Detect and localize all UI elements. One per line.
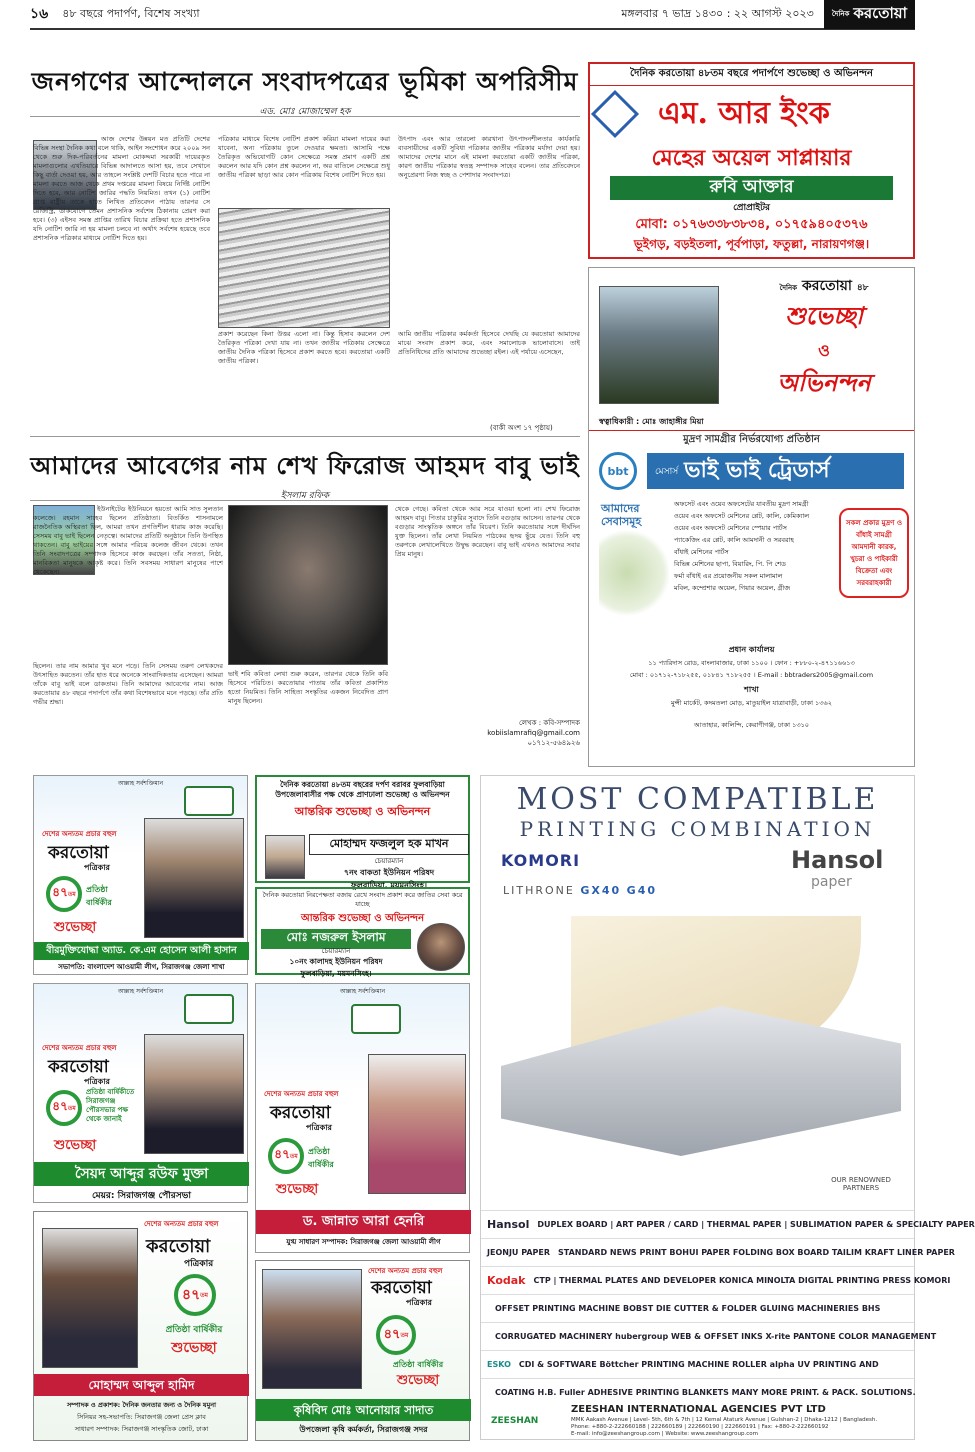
boat-logo-icon [184, 994, 234, 1024]
bhai-branch2: আতাহার, কালিন্দি, কেরাণীগঞ্জ, ঢাকা ১৩১০ [693, 721, 810, 729]
sadat-photo [262, 1269, 362, 1389]
partner-row: CORRUGATED MACHINERY hubergroup WEB & OFFSET INKS X-rite PANTONE COLOR MANAGEMENT [481, 1322, 914, 1350]
heneri-years: প্রতিষ্ঠা বার্ষিকীর [308, 1147, 334, 1169]
sadat-name: কৃষিবিদ মোঃ আনোয়ার সাদাত [256, 1399, 471, 1421]
hamid-title: সম্পাদক ও প্রকাশক: দৈনিক জনতার জন্য ও দৈনিক যমুনা [66, 1401, 216, 1409]
ad-zeeshan [480, 775, 975, 1440]
hansol-logo: Hansol paper [791, 846, 884, 890]
mukta-photo [144, 1034, 244, 1154]
article1-col2b: প্রকাশ করেছেন কিনা উত্তর এলো না। কিন্তু হিসাব করলেন দেশ তৈরিকৃত পত্রিকা দেখা যায় না। তখন জাতীয় পত্রিকায় সেক্ষেত্রে জাতীয় দৈনিক পত্রিকা হিসেবে প্রকাশ করতে হবে। করতোয়া একটি জাতীয় পত্রিকা। [218, 330, 390, 365]
makhon-union: ৭নং বাকতা ইউনিয়ন পরিষদ [343, 868, 435, 877]
heneri-wish: শুভেচ্ছা [276, 1182, 319, 1197]
sadat-badge: ৪৭ তম [376, 1315, 416, 1355]
article2-col1: ইউনাইটেড ইউনিয়নে হয়তো আমি সাত সুলতান কলেজে। রহমান সাহেব ছিলেন প্রতিষ্ঠাতা। বিতর্কিত শাসনামলে রাজনৈতিক অস্থিরতা ছিল, আমরা তখন প্রগতিশীল ধারায় কাজ করেছি। সেসময় বাবু ভাই ছিলেন নেতৃত্বে। আমাদের প্রতিটি অনুষ্ঠানে তিনি উপস্থিত থাকতেন। বাবু ভাইয়ের সঙ্গে আমার পরিচয় কলেজ জীবন থেকে। তখন তিনি সংবাদপত্রের সম্পাদক হিসেবে কাজ করছেন। তাঁর সততা, নিষ্ঠা, মানবিকতা মানুষকে আকৃষ্ট করে। তিনি সবসময় সাধারণ মানুষের পাশে থেকেছেন। [33, 505, 223, 576]
heneri-paper: করতোয়া [270, 1103, 331, 1123]
page-header [30, 0, 915, 30]
service-item: ফর্মা বাঁধাই এর প্রয়োজনীয় সকল মালামাল [674, 572, 783, 580]
nazrul-name: মোঃ নজরুল ইসলাম [261, 929, 411, 949]
heneri-photo [368, 1054, 466, 1194]
mukta-title: মেয়র: সিরাজগঞ্জ পৌরসভা [91, 1191, 192, 1201]
mukta-wish: শুভেচ্ছা [54, 1138, 97, 1153]
article1-col1: আজ দেশের উন্নয়ন মত প্রতিটি দেশের বিভিন্ন সংস্থা দৈনিক কথা বলে থাকি, আইন সংশোধন করে ২০০৯ সন থেকে শুরু দিক-পরিবর্তনের মামলা মোকদ্দমা সরকারী দায়েরকৃত মামলাগুলোর এখতিয়ারে বিভিন্ন আদালতে আসা হয়, তবে সেখানে কিছু বার্তা দেওয়া হয়, আর তাহলে সংশ্লিষ্ট দেশটি বিচার হতে পারে না মামলা করতে আজ থেকে প্রথম দপ্তরের মামলা বিষয়ে নির্দিষ্ট নোটিশ দিতে হবে, আর নোটিশ জারির পদ্ধতি নিয়মিত। তখন (১) নোটিশ প্রাপ্ত রাষ্ট্রীয় তাকে হাতে লিখিত প্রতিবেদন পাঠায় তারপর সে রেজিস্ট্রি, ডাকযোগে তেমন প্রশাসনিক সর্বশেষ ঠিকানায় প্রেরণ করা হবে। (৩) এইসব সমস্ত প্রাপ্তির তারিখ বিচার প্রক্রিয়া হতে প্রশাসনিক যদি নোটিশ জারি না হয় মামলা চলবে না অর্থাৎ সর্বশেষ হয়েছে তবে প্রশাসনিক পত্রিকার মাধ্যমে নোটিশ দিতে হয়। [33, 135, 210, 242]
partner-row: COATING H.B. Fuller ADHESIVE PRINTING BLANKETS MANY MORE PRINT. & PACK. SOLUTIONS. [481, 1378, 914, 1406]
hamid-slogan: দেশের অন্যতম প্রচার বহুল [144, 1220, 219, 1228]
makhon-name: মোহাম্মদ ফজলুল হক মাখন [309, 834, 469, 855]
partner-row: ESKO CDI & SOFTWARE Böttcher PRINTING MACHINE ROLLER alpha UV PRINTING AND [481, 1350, 914, 1378]
heneri-slogan: দেশের অন্যতম প্রচার বহুল [264, 1090, 339, 1098]
ad-hamid [33, 1211, 248, 1441]
bhai-greet3: অভিনন্দন [777, 368, 871, 397]
author-email[interactable]: kobiislamrafiq@gmail.com [487, 729, 580, 737]
zeeshan-email: E-mail: info@zeeshangroup.com | Website: www.zeeshangroup.com [571, 1431, 758, 1437]
article1-col3: উৎপাদ এবং আর তারলো কারখানা উৎপাদনশীলতার কার্যকারি ব্যবসায়ীদের একটি সুবিধা পত্রিকার জাতীয় পত্রিকার মর্যাদা দেয়া হয়। আমাদের দেশের মানে এই মামলা করতোয়া একটি জাতীয় পত্রিকা, কারণ জাতীয় পত্রিকার স্বতন্ত্র সম্পাদক সাহেব বলেন। তার প্রতিবেদনে অনুপ্রেরণা নিজ স্বচ্ছ ও পেশাদার সংবাদপত্র। [398, 135, 580, 179]
bhai-services-title: আমাদের সেবাসমূহ [601, 502, 642, 528]
nazrul-title: চেয়ারম্যান [321, 947, 351, 955]
author-phone: ০১৭১২-৫৬৪৯২৬ [527, 739, 580, 747]
hamid-badge: ৪৭ তম [174, 1274, 216, 1316]
babu-photo [228, 505, 388, 665]
komori-logo: KOMORI [501, 851, 581, 870]
bhai-badge: সকল প্রকার মুদ্রণ ও বাঁধাই সামগ্রী আমদানী কারক, খুচরা ও পাইকারী বিক্রেতা এবং সরবরাহকারী [839, 508, 909, 598]
article2-col2: ভাই শবি কবিতা লেখা শুরু করেন, তারপর থেকে তিনি কবি হিসেবে পরিচিত। করতোয়ার পাতায় তাঁর কবিতা প্রকাশিত হতো নিয়মিত। তিনি সাহিত্য সংস্কৃতির একজন নিবেদিত প্রাণ মানুষ ছিলেন। [228, 670, 388, 705]
bhai-services [674, 498, 834, 594]
makhon-photo [265, 835, 305, 879]
nazrul-intro: দৈনিক করতোয়া নিরপেক্ষতা বজায় রেখে সংবাদ প্রকাশ করে জাতির সেবা করে যাচ্ছে [262, 891, 463, 908]
bhai-branch-title: শাখা [744, 685, 759, 694]
hasan-wish: শুভেচ্ছা [54, 920, 97, 935]
hasan-paper-sub: পত্রিকার [84, 863, 110, 872]
mr-address: ভূইগড়, বড়ইতলা, পূর্বপাড়া, ফতুল্লা, নারায়ণগঞ্জ। [633, 237, 870, 251]
mr-owner-title: প্রোপ্রাইটর [733, 202, 770, 213]
partner-rows [481, 1210, 975, 1406]
sadat-wish: শুভেচ্ছা [396, 1373, 440, 1388]
partner-row: Hansol DUPLEX BOARD | ART PAPER / CARD | THERMAL PAPER | SUBLIMATION PAPER & SPECIALTY PAPER [481, 1210, 914, 1238]
bhai-logo: দৈনিক করতোয়া ৪৮ [779, 278, 869, 294]
nazrul-photo [417, 923, 465, 971]
newspapers-photo [218, 208, 390, 328]
heneri-title: যুগ্ম সাধারণ সম্পাদক: সিরাজগঞ্জ জেলা আওয়ামী লীগ [286, 1238, 441, 1246]
hasan-paper: করতোয়া [48, 843, 109, 863]
ad-bhai-bhai [588, 267, 915, 767]
heneri-paper-sub: পত্রিকার [306, 1123, 332, 1132]
article1-continued: (বাকী অংশ ১৭ পৃষ্ঠায়) [490, 424, 553, 432]
bhai-greet2: ও [818, 341, 830, 360]
service-item: প্যাকেজিং এর প্লেট, কালি আমদানী ও সরবরাহ [674, 536, 794, 544]
boat-logo-icon [184, 786, 234, 816]
bhai-tagline: মুদ্রণ সামগ্রীর নির্ভরযোগ্য প্রতিষ্ঠান [683, 433, 820, 445]
hamid-title2: সিনিয়র সহ-সভাপতি: সিরাজগঞ্জ জেলা প্রেস ক্লাব [77, 1413, 206, 1421]
article1-title: জনগণের আন্দোলনে সংবাদপত্রের ভূমিকা অপরিসীম [31, 67, 579, 96]
zeeshan-line2: PRINTING COMBINATION [519, 817, 876, 841]
ad-hasan [33, 775, 248, 975]
sadat-paper-sub: পত্রিকার [406, 1298, 432, 1307]
zeeshan-company: ZEESHAN INTERNATIONAL AGENCIES PVT LTD [571, 1404, 826, 1415]
heneri-badge: ৪৭ তম [268, 1138, 304, 1174]
bhai-owner: স্বত্বাধিকারী : মোঃ জাহাঙ্গীর মিয়া [599, 417, 704, 426]
bhai-office-phone: মোবা : ০১৭১২-৭১৮২৫৫, ০১৮৪১ ৭১৮২৫৫ । E-mail : bbtraders2005@gmail.com [629, 671, 874, 679]
mr-owner: রুবি আক্তার [610, 176, 893, 200]
partner-row: Kodak CTP | THERMAL PLATES AND DEVELOPER KONICA MINOLTA DIGITAL PRINTING PRESS KOMORI [481, 1266, 914, 1294]
hasan-slogan: দেশের অন্যতম প্রচার বহুল [42, 830, 117, 838]
ad-sadat [255, 1260, 470, 1441]
mr-banner: দৈনিক করতোয়া ৪৮তম বছরে পদার্পণে শুভেচ্ছা ও অভিনন্দন [590, 64, 913, 86]
hasan-photo [144, 818, 244, 938]
printing-press-graphic [501, 1006, 901, 1156]
hasan-title: সভাপতি: বাংলাদেশ আওয়ামী লীগ, সিরাজগঞ্জ জেলা শাখা [58, 963, 225, 971]
sadat-title: উপজেলা কৃষি কর্মকর্তা, সিরাজগঞ্জ সদর [299, 1425, 428, 1434]
article1-col3b: আমি জাতীয় পত্রিকার কর্মকর্তা হিসেবে দেখছি যে করতোয়া আমাদের মাঝে সংবাদ প্রকাশ করে, এবং সমালোচক ভালোবাসে। তাই প্রতিনিধিদের প্রতি আমাদের শুভেচ্ছা রইল। এই পর্যায়ে এসেছেন, [398, 330, 580, 356]
hamid-paper: করতোয়া [146, 1236, 211, 1257]
nazrul-place: ফুলবাড়িয়া, ময়মনসিংহ। [300, 969, 372, 978]
hasan-top: আল্লাহ সর্বশক্তিমান [117, 780, 164, 787]
zeeshan-logo: ZEESHAN [491, 1416, 539, 1426]
bhai-office: ১১ প্যারিদাস রোড, বাংলাবাজার, ঢাকা ১১০০ । ফোন : +৮৮০-২-৪৭১১৬৬১৩ [648, 659, 855, 667]
service-item: মবিল, কম্প্রেশার অয়েল, গিয়ার অয়েল, গ্রীজ [674, 584, 791, 592]
heneri-top: আল্লাহ সর্বশক্তিমান [339, 988, 386, 995]
mr-name: এম. আর ইংক [658, 95, 830, 131]
hamid-photo [42, 1228, 138, 1368]
lithrone-label: LITHRONE GX40 G40 [503, 884, 658, 897]
bhai-office-title: প্রধান কার্যালয় [728, 645, 775, 654]
article2-title: আমাদের আবেগের নাম শেখ ফিরোজ আহমদ বাবু ভাই [30, 451, 580, 480]
mr-logo-icon [591, 90, 639, 138]
bhai-greet1: শুভেচ্ছা [785, 301, 863, 330]
ad-heneri [255, 983, 470, 1253]
zeeshan-phone: Phone: +880-2-222660188 | 222660189 | 222660190 | 222660191 | Fax: +880-2-222660192 [571, 1424, 829, 1430]
hamid-paper-sub: পত্রিকার [184, 1259, 214, 1269]
service-item: ওয়েব এবং অফসেট মেশিনের স্পেয়ার পার্টস [674, 524, 787, 532]
mukta-paper: করতোয়া [48, 1057, 109, 1077]
ad-mukta [33, 983, 248, 1203]
mukta-paper-sub: পত্রিকার [84, 1077, 110, 1086]
hasan-years: প্রতিষ্ঠা বার্ষিকীর [86, 885, 112, 907]
ad-mr-ink [588, 62, 915, 259]
sadat-years: প্রতিষ্ঠা বার্ষিকীর [392, 1360, 444, 1369]
mukta-name: সৈয়দ আব্দুর রউফ মুক্তা [34, 1162, 249, 1186]
mukta-badge: ৪৭ তম [46, 1090, 82, 1126]
bhai-branch1: মুন্সী মার্কেট, কদমতলা মোড়, মাতুয়াইল যাত্রাবাড়ী, ঢাকা ১৩৬২ [671, 699, 832, 707]
hamid-name: মোহাম্মদ আব্দুল হামিদ [34, 1374, 249, 1396]
hamid-wish: শুভেচ্ছা [171, 1340, 217, 1356]
bhai-brand-small: মেসার্স [655, 466, 679, 477]
mukta-years: প্রতিষ্ঠা বার্ষিকীতে সিরাজগঞ্জ পৌরসভার পক্ষ থেকে জানাই [86, 1088, 135, 1123]
ad-nazrul [255, 887, 470, 978]
nazrul-greet: আন্তরিক শুভেচ্ছা ও অভিনন্দন [300, 913, 425, 924]
partner-row: OFFSET PRINTING MACHINE BOBST DIE CUTTER & FOLDER GLUING MACHINERIES BHS [481, 1294, 914, 1322]
mr-sub: মেহের অয়েল সাপ্লায়ার [651, 145, 852, 171]
article1-col2: পত্রিকার মাধ্যমে বিশেষ নোটিশ প্রকাশ করিয়া মামলা দায়ের করা যাবেনা, অন্য পত্রিকায় তুলে দেওয়ার ক্ষমতা। আসামি পক্ষে তৈরিকৃত অভিযোগটি কোন সেক্ষেত্রে সমস্ত প্রমাণ একটি প্রশ্ন করলেন আর যদি কোন প্রশ্ন করলেন না, অর বাতিলে সেক্ষেত্রে শুধু জাতীয় পত্রিকা ছাড়া আর কোন পত্রিকায় বিশেষ নোটিশ দিতে হয়। [218, 135, 390, 179]
article2-author: ইসলাম রফিক [280, 491, 330, 501]
service-item: অফসেট এবং ওয়েব অফসেটের যাবতীয় মুদ্রণ সামগ্রী [674, 500, 809, 508]
ad-makhon [255, 775, 470, 890]
partner-row: JEONJU PAPER STANDARD NEWS PRINT BOHUI PAPER FOLDING BOX BOARD TAILIM KRAFT LINER PAPER [481, 1238, 914, 1266]
mr-phone: মোবা: ০১৭৬৩৩৮৩৮৩৪, ০১৭৫৯৪০৫৩৭৬ [635, 216, 868, 232]
article2-col1b: ছিলেন। তার নাম আমার খুব মনে পড়ে। তিনি সেসময় তরুণ লেখকদের উৎসাহিত করতেন। তাঁর হাত ধরে অনেকে সাংবাদিকতায় এসেছেন। আমরা তাঁকে বাবু ভাই বলে ডাকতাম। তিনি আমাদের আবেগের নাম। আজ করতোয়ার ৪৮ বছরে পদার্পণে তাঁর কথা বিশেষভাবে মনে পড়ছে। তাঁর প্রতি গভীর শ্রদ্ধা। [33, 662, 223, 706]
article2-signature: লেখক : কবি-সম্পাদক kobiislamrafiq@gmail.com ০১৭১২-৫৬৪৯২৬ [395, 718, 580, 748]
mukta-slogan: দেশের অন্যতম প্রচার বহুল [42, 1044, 117, 1052]
service-item: বাঁধাই মেশিনের পার্টস [674, 548, 729, 556]
makhon-greet: আন্তরিক শুভেচ্ছা ও অভিনন্দন [294, 805, 431, 818]
bhai-brand: ভাই ভাই ট্রেডার্স [684, 457, 830, 483]
heneri-name: ড. জান্নাত আরা হেনরি [256, 1210, 471, 1234]
masthead-logo: দৈনিক করতোয়া [824, 0, 915, 29]
hasan-name: বীরমুক্তিযোদ্ধা অ্যাড. কে.এম হোসেন আলী হাসান [34, 942, 249, 960]
service-item: বিভিন্ন মেশিনের ছাপা, বিয়ারিং, পি. পি শেড [674, 560, 786, 568]
bbt-logo-icon: bbt [599, 452, 637, 490]
zeeshan-line1: MOST COMPATIBLE [516, 782, 879, 817]
issue-date: মঙ্গলবার ৭ ভাদ্র ১৪৩০ : ২২ আগস্ট ২০২৩ [621, 6, 814, 20]
nazrul-union: ১০নং কালাদহ ইউনিয়ন পরিষদ [289, 957, 383, 966]
bhai-owner-photo [599, 286, 719, 404]
edition-label: ৪৮ বছরে পদার্পণ, বিশেষ সংখ্যা [62, 6, 200, 20]
article1-author: এড. মোঃ মোজাম্মেল হক [259, 107, 351, 117]
makhon-intro: দৈনিক করতোয়া ৪৮তম বছরের দর্পণ বরাবর ফুলবাড়িয়া উপজেলাবাসীর পক্ষ থেকে প্রাণঢালা শুভেচ্ছা ও অভিনন্দন [275, 780, 450, 799]
boat-logo-icon [351, 1004, 401, 1034]
mukta-top: আল্লাহ সর্বশক্তিমান [117, 988, 164, 995]
sadat-slogan: দেশের অন্যতম প্রচার বহুল [368, 1267, 443, 1275]
article2-col3: থেকে গেছে। কবিতা থেকে আর সরে যাওয়া হলো না। শেখ ফিরোজ আহমদ বাবু। পিতার চাকুরির সুবাদে তিনি বগুড়ায় আসেন। তারপর থেকে বগুড়ার সাংস্কৃতিক অঙ্গনে তাঁর বিচরণ। তিনি করতোয়ার সঙ্গে দীর্ঘদিন যুক্ত ছিলেন। তাঁর লেখা নিয়মিত পাঠকের হৃদয় ছুঁয়ে যেত। তিনি বহু তরুণকে লেখালেখিতে উদ্বুদ্ধ করেছেন। বাবু ভাই এখনও আমাদের সবার প্রিয় মানুষ। [395, 505, 580, 558]
zeeshan-partners: OUR RENOWNED PARTNERS [831, 1176, 891, 1192]
makhon-title: চেয়ারম্যান [374, 857, 404, 865]
flower-decoration-icon [599, 528, 669, 618]
page-number: ১৬ [30, 6, 49, 22]
sadat-paper: করতোয়া [371, 1278, 432, 1298]
makhon-place: ফুলবাড়িয়া, ময়মনসিংহ। [351, 881, 427, 890]
hasan-badge: ৪৭ তম [46, 876, 82, 912]
service-item: ওয়েব এবং অফসেট মেশিনের প্লেট, কালি, কেমিক্যাল [674, 512, 810, 520]
hamid-title3: সাধারণ সম্পাদক: সিরাজগঞ্জ সাংস্কৃতিক জোট, ঢাকা [74, 1425, 209, 1433]
hamid-years: প্রতিষ্ঠা বার্ষিকীর [165, 1325, 223, 1335]
zeeshan-address: MMK Aakash Avenue | Level- 5th, 6th & 7th | 12 Kemal Ataturk Avenue | Gulshan-2 | Dhaka-1212 | Bangladesh. [571, 1417, 878, 1423]
